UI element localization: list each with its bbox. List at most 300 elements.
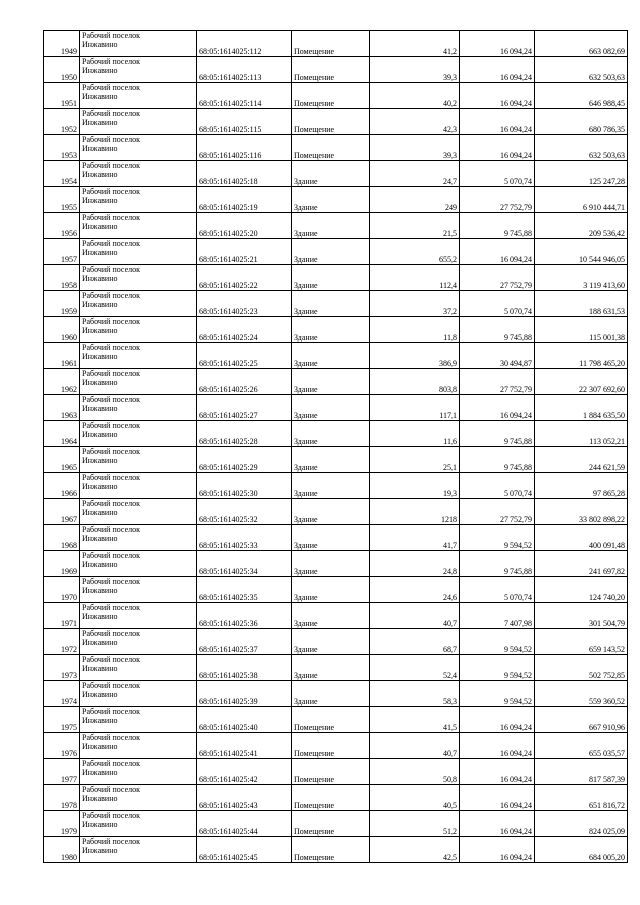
locality-type: Рабочий поселок bbox=[82, 473, 141, 482]
locality-type: Рабочий поселок bbox=[82, 343, 141, 352]
specific-value: 16 094,24 bbox=[460, 135, 535, 161]
area-value: 11,6 bbox=[370, 421, 460, 447]
table-row bbox=[44, 135, 628, 161]
locality-cell bbox=[80, 369, 197, 395]
specific-value: 5 070,74 bbox=[460, 577, 535, 603]
locality-cell bbox=[80, 31, 197, 57]
locality-cell bbox=[80, 135, 197, 161]
area-value: 40,7 bbox=[370, 733, 460, 759]
specific-value: 5 070,74 bbox=[460, 161, 535, 187]
cadastral-number: 68:05:1614025:39 bbox=[197, 681, 292, 707]
row-number: 1964 bbox=[44, 421, 80, 447]
table-row bbox=[44, 265, 628, 291]
area-value: 24,6 bbox=[370, 577, 460, 603]
cadastral-value: 6 910 444,71 bbox=[535, 187, 628, 213]
locality-name: Инжавино bbox=[82, 560, 118, 569]
area-value: 803,8 bbox=[370, 369, 460, 395]
specific-value: 5 070,74 bbox=[460, 291, 535, 317]
object-type: Здание bbox=[292, 473, 370, 499]
cadastral-number: 68:05:1614025:112 bbox=[197, 31, 292, 57]
cadastral-number: 68:05:1614025:36 bbox=[197, 603, 292, 629]
row-number: 1951 bbox=[44, 83, 80, 109]
row-number: 1977 bbox=[44, 759, 80, 785]
locality-cell bbox=[80, 629, 197, 655]
object-type: Здание bbox=[292, 343, 370, 369]
object-type: Помещение bbox=[292, 135, 370, 161]
locality-name: Инжавино bbox=[82, 534, 118, 543]
specific-value: 16 094,24 bbox=[460, 837, 535, 863]
locality-cell bbox=[80, 421, 197, 447]
locality-type: Рабочий поселок bbox=[82, 109, 141, 118]
row-number: 1969 bbox=[44, 551, 80, 577]
area-value: 41,7 bbox=[370, 525, 460, 551]
locality-name: Инжавино bbox=[82, 144, 118, 153]
specific-value: 30 494,87 bbox=[460, 343, 535, 369]
locality-type: Рабочий поселок bbox=[82, 317, 141, 326]
specific-value: 16 094,24 bbox=[460, 239, 535, 265]
object-type: Здание bbox=[292, 239, 370, 265]
table-body bbox=[44, 31, 628, 863]
cadastral-value: 824 025,09 bbox=[535, 811, 628, 837]
cadastral-value: 22 307 692,60 bbox=[535, 369, 628, 395]
area-value: 41,2 bbox=[370, 31, 460, 57]
locality-name: Инжавино bbox=[82, 170, 118, 179]
area-value: 117,1 bbox=[370, 395, 460, 421]
locality-type: Рабочий поселок bbox=[82, 421, 141, 430]
row-number: 1971 bbox=[44, 603, 80, 629]
table-row bbox=[44, 707, 628, 733]
cadastral-value: 97 865,28 bbox=[535, 473, 628, 499]
object-type: Здание bbox=[292, 291, 370, 317]
table-row bbox=[44, 291, 628, 317]
object-type: Здание bbox=[292, 577, 370, 603]
object-type: Помещение bbox=[292, 707, 370, 733]
table-row bbox=[44, 187, 628, 213]
object-type: Здание bbox=[292, 499, 370, 525]
cadastral-number: 68:05:1614025:32 bbox=[197, 499, 292, 525]
row-number: 1950 bbox=[44, 57, 80, 83]
cadastral-value: 817 587,39 bbox=[535, 759, 628, 785]
cadastral-number: 68:05:1614025:33 bbox=[197, 525, 292, 551]
cadastral-value: 10 544 946,05 bbox=[535, 239, 628, 265]
table-row bbox=[44, 343, 628, 369]
cadastral-number: 68:05:1614025:113 bbox=[197, 57, 292, 83]
cadastral-number: 68:05:1614025:114 bbox=[197, 83, 292, 109]
locality-name: Инжавино bbox=[82, 352, 118, 361]
object-type: Помещение bbox=[292, 109, 370, 135]
specific-value: 16 094,24 bbox=[460, 733, 535, 759]
locality-type: Рабочий поселок bbox=[82, 447, 141, 456]
object-type: Помещение bbox=[292, 733, 370, 759]
row-number: 1952 bbox=[44, 109, 80, 135]
locality-cell bbox=[80, 681, 197, 707]
area-value: 50,8 bbox=[370, 759, 460, 785]
object-type: Помещение bbox=[292, 31, 370, 57]
object-type: Здание bbox=[292, 447, 370, 473]
locality-type: Рабочий поселок bbox=[82, 733, 141, 742]
cadastral-value: 11 798 465,20 bbox=[535, 343, 628, 369]
locality-name: Инжавино bbox=[82, 846, 118, 855]
area-value: 51,2 bbox=[370, 811, 460, 837]
cadastral-number: 68:05:1614025:43 bbox=[197, 785, 292, 811]
specific-value: 16 094,24 bbox=[460, 109, 535, 135]
table-row bbox=[44, 369, 628, 395]
table-row bbox=[44, 239, 628, 265]
locality-type: Рабочий поселок bbox=[82, 369, 141, 378]
locality-name: Инжавино bbox=[82, 274, 118, 283]
specific-value: 16 094,24 bbox=[460, 785, 535, 811]
row-number: 1968 bbox=[44, 525, 80, 551]
locality-cell bbox=[80, 811, 197, 837]
area-value: 19,3 bbox=[370, 473, 460, 499]
locality-cell bbox=[80, 239, 197, 265]
locality-type: Рабочий поселок bbox=[82, 525, 141, 534]
table-row bbox=[44, 525, 628, 551]
locality-cell bbox=[80, 317, 197, 343]
locality-name: Инжавино bbox=[82, 586, 118, 595]
row-number: 1970 bbox=[44, 577, 80, 603]
cadastral-number: 68:05:1614025:38 bbox=[197, 655, 292, 681]
locality-cell bbox=[80, 213, 197, 239]
row-number: 1975 bbox=[44, 707, 80, 733]
cadastral-value: 663 082,69 bbox=[535, 31, 628, 57]
table-row bbox=[44, 577, 628, 603]
cadastral-value: 113 052,21 bbox=[535, 421, 628, 447]
cadastral-value: 115 001,38 bbox=[535, 317, 628, 343]
row-number: 1959 bbox=[44, 291, 80, 317]
cadastral-value: 667 910,96 bbox=[535, 707, 628, 733]
object-type: Здание bbox=[292, 525, 370, 551]
locality-type: Рабочий поселок bbox=[82, 239, 141, 248]
specific-value: 9 745,88 bbox=[460, 421, 535, 447]
locality-type: Рабочий поселок bbox=[82, 655, 141, 664]
locality-cell bbox=[80, 57, 197, 83]
area-value: 21,5 bbox=[370, 213, 460, 239]
locality-type: Рабочий поселок bbox=[82, 551, 141, 560]
specific-value: 9 594,52 bbox=[460, 681, 535, 707]
locality-name: Инжавино bbox=[82, 638, 118, 647]
table-row bbox=[44, 551, 628, 577]
area-value: 24,7 bbox=[370, 161, 460, 187]
locality-name: Инжавино bbox=[82, 248, 118, 257]
locality-cell bbox=[80, 655, 197, 681]
row-number: 1963 bbox=[44, 395, 80, 421]
cadastral-number: 68:05:1614025:28 bbox=[197, 421, 292, 447]
specific-value: 7 407,98 bbox=[460, 603, 535, 629]
specific-value: 5 070,74 bbox=[460, 473, 535, 499]
row-number: 1973 bbox=[44, 655, 80, 681]
cadastral-number: 68:05:1614025:20 bbox=[197, 213, 292, 239]
specific-value: 16 094,24 bbox=[460, 707, 535, 733]
locality-cell bbox=[80, 187, 197, 213]
area-value: 58,3 bbox=[370, 681, 460, 707]
locality-name: Инжавино bbox=[82, 430, 118, 439]
locality-type: Рабочий поселок bbox=[82, 681, 141, 690]
area-value: 40,2 bbox=[370, 83, 460, 109]
cadastral-number: 68:05:1614025:24 bbox=[197, 317, 292, 343]
locality-cell bbox=[80, 473, 197, 499]
locality-cell bbox=[80, 603, 197, 629]
row-number: 1955 bbox=[44, 187, 80, 213]
locality-cell bbox=[80, 83, 197, 109]
area-value: 40,7 bbox=[370, 603, 460, 629]
cadastral-value: 559 360,52 bbox=[535, 681, 628, 707]
locality-name: Инжавино bbox=[82, 196, 118, 205]
locality-name: Инжавино bbox=[82, 404, 118, 413]
locality-name: Инжавино bbox=[82, 456, 118, 465]
cadastral-value: 684 005,20 bbox=[535, 837, 628, 863]
table-row bbox=[44, 499, 628, 525]
cadastral-value: 400 091,48 bbox=[535, 525, 628, 551]
table-row bbox=[44, 447, 628, 473]
specific-value: 27 752,79 bbox=[460, 187, 535, 213]
locality-name: Инжавино bbox=[82, 794, 118, 803]
locality-name: Инжавино bbox=[82, 40, 118, 49]
locality-cell bbox=[80, 837, 197, 863]
locality-name: Инжавино bbox=[82, 326, 118, 335]
locality-type: Рабочий поселок bbox=[82, 213, 141, 222]
cadastral-number: 68:05:1614025:42 bbox=[197, 759, 292, 785]
locality-cell bbox=[80, 109, 197, 135]
locality-cell bbox=[80, 733, 197, 759]
locality-type: Рабочий поселок bbox=[82, 811, 141, 820]
locality-name: Инжавино bbox=[82, 664, 118, 673]
locality-cell bbox=[80, 161, 197, 187]
locality-cell bbox=[80, 499, 197, 525]
locality-type: Рабочий поселок bbox=[82, 499, 141, 508]
table-row bbox=[44, 629, 628, 655]
locality-name: Инжавино bbox=[82, 222, 118, 231]
locality-name: Инжавино bbox=[82, 300, 118, 309]
cadastral-value: 632 503,63 bbox=[535, 135, 628, 161]
cadastral-number: 68:05:1614025:22 bbox=[197, 265, 292, 291]
table-row bbox=[44, 421, 628, 447]
specific-value: 27 752,79 bbox=[460, 499, 535, 525]
cadastral-value: 3 119 413,60 bbox=[535, 265, 628, 291]
cadastral-value: 502 752,85 bbox=[535, 655, 628, 681]
specific-value: 27 752,79 bbox=[460, 265, 535, 291]
specific-value: 9 594,52 bbox=[460, 525, 535, 551]
table-row bbox=[44, 213, 628, 239]
object-type: Здание bbox=[292, 161, 370, 187]
cadastral-number: 68:05:1614025:44 bbox=[197, 811, 292, 837]
cadastral-value: 125 247,28 bbox=[535, 161, 628, 187]
area-value: 112,4 bbox=[370, 265, 460, 291]
row-number: 1978 bbox=[44, 785, 80, 811]
locality-name: Инжавино bbox=[82, 742, 118, 751]
area-value: 11,8 bbox=[370, 317, 460, 343]
row-number: 1967 bbox=[44, 499, 80, 525]
specific-value: 9 745,88 bbox=[460, 213, 535, 239]
locality-type: Рабочий поселок bbox=[82, 83, 141, 92]
table-row bbox=[44, 31, 628, 57]
cadastral-value: 680 786,35 bbox=[535, 109, 628, 135]
specific-value: 16 094,24 bbox=[460, 83, 535, 109]
locality-type: Рабочий поселок bbox=[82, 837, 141, 846]
cadastral-value: 124 740,20 bbox=[535, 577, 628, 603]
object-type: Помещение bbox=[292, 785, 370, 811]
specific-value: 9 745,88 bbox=[460, 317, 535, 343]
table-row bbox=[44, 681, 628, 707]
cadastral-number: 68:05:1614025:40 bbox=[197, 707, 292, 733]
object-type: Помещение bbox=[292, 759, 370, 785]
table-row bbox=[44, 837, 628, 863]
cadastral-value: 659 143,52 bbox=[535, 629, 628, 655]
locality-type: Рабочий поселок bbox=[82, 161, 141, 170]
table-row bbox=[44, 57, 628, 83]
table-row bbox=[44, 161, 628, 187]
cadastral-value: 1 884 635,50 bbox=[535, 395, 628, 421]
locality-name: Инжавино bbox=[82, 92, 118, 101]
locality-type: Рабочий поселок bbox=[82, 135, 141, 144]
locality-name: Инжавино bbox=[82, 378, 118, 387]
row-number: 1972 bbox=[44, 629, 80, 655]
locality-name: Инжавино bbox=[82, 508, 118, 517]
cadastral-value: 33 802 898,22 bbox=[535, 499, 628, 525]
object-type: Помещение bbox=[292, 837, 370, 863]
object-type: Здание bbox=[292, 655, 370, 681]
table-row bbox=[44, 655, 628, 681]
specific-value: 9 594,52 bbox=[460, 655, 535, 681]
cadastral-value: 651 816,72 bbox=[535, 785, 628, 811]
cadastral-number: 68:05:1614025:45 bbox=[197, 837, 292, 863]
object-type: Здание bbox=[292, 681, 370, 707]
cadastral-number: 68:05:1614025:18 bbox=[197, 161, 292, 187]
area-value: 24,8 bbox=[370, 551, 460, 577]
locality-type: Рабочий поселок bbox=[82, 707, 141, 716]
table-row bbox=[44, 811, 628, 837]
area-value: 40,5 bbox=[370, 785, 460, 811]
cadastral-number: 68:05:1614025:19 bbox=[197, 187, 292, 213]
locality-cell bbox=[80, 525, 197, 551]
cadastral-number: 68:05:1614025:21 bbox=[197, 239, 292, 265]
specific-value: 9 745,88 bbox=[460, 551, 535, 577]
object-type: Помещение bbox=[292, 811, 370, 837]
locality-type: Рабочий поселок bbox=[82, 265, 141, 274]
object-type: Здание bbox=[292, 395, 370, 421]
locality-cell bbox=[80, 551, 197, 577]
locality-name: Инжавино bbox=[82, 118, 118, 127]
area-value: 249 bbox=[370, 187, 460, 213]
table-row bbox=[44, 83, 628, 109]
locality-cell bbox=[80, 447, 197, 473]
cadastral-value: 244 621,59 bbox=[535, 447, 628, 473]
locality-cell bbox=[80, 291, 197, 317]
row-number: 1957 bbox=[44, 239, 80, 265]
locality-type: Рабочий поселок bbox=[82, 57, 141, 66]
locality-cell bbox=[80, 759, 197, 785]
specific-value: 16 094,24 bbox=[460, 811, 535, 837]
area-value: 39,3 bbox=[370, 57, 460, 83]
cadastral-value: 241 697,82 bbox=[535, 551, 628, 577]
specific-value: 16 094,24 bbox=[460, 395, 535, 421]
table-row bbox=[44, 759, 628, 785]
cadastral-number: 68:05:1614025:116 bbox=[197, 135, 292, 161]
cadastral-value: 646 988,45 bbox=[535, 83, 628, 109]
row-number: 1953 bbox=[44, 135, 80, 161]
cadastral-value: 209 536,42 bbox=[535, 213, 628, 239]
area-value: 1218 bbox=[370, 499, 460, 525]
area-value: 37,2 bbox=[370, 291, 460, 317]
locality-type: Рабочий поселок bbox=[82, 629, 141, 638]
locality-type: Рабочий поселок bbox=[82, 291, 141, 300]
locality-name: Инжавино bbox=[82, 820, 118, 829]
table-row bbox=[44, 473, 628, 499]
table-row bbox=[44, 603, 628, 629]
specific-value: 9 594,52 bbox=[460, 629, 535, 655]
object-type: Помещение bbox=[292, 83, 370, 109]
locality-name: Инжавино bbox=[82, 716, 118, 725]
object-type: Здание bbox=[292, 551, 370, 577]
cadastral-number: 68:05:1614025:115 bbox=[197, 109, 292, 135]
row-number: 1974 bbox=[44, 681, 80, 707]
row-number: 1960 bbox=[44, 317, 80, 343]
locality-cell bbox=[80, 343, 197, 369]
locality-cell bbox=[80, 577, 197, 603]
cadastral-value: 301 504,79 bbox=[535, 603, 628, 629]
area-value: 42,3 bbox=[370, 109, 460, 135]
row-number: 1956 bbox=[44, 213, 80, 239]
locality-cell bbox=[80, 707, 197, 733]
row-number: 1962 bbox=[44, 369, 80, 395]
row-number: 1980 bbox=[44, 837, 80, 863]
cadastral-number: 68:05:1614025:34 bbox=[197, 551, 292, 577]
locality-name: Инжавино bbox=[82, 482, 118, 491]
locality-type: Рабочий поселок bbox=[82, 759, 141, 768]
specific-value: 16 094,24 bbox=[460, 31, 535, 57]
row-number: 1979 bbox=[44, 811, 80, 837]
cadastral-number: 68:05:1614025:35 bbox=[197, 577, 292, 603]
locality-name: Инжавино bbox=[82, 612, 118, 621]
cadastral-number: 68:05:1614025:37 bbox=[197, 629, 292, 655]
object-type: Здание bbox=[292, 369, 370, 395]
cadastral-value-table bbox=[43, 30, 628, 863]
area-value: 386,9 bbox=[370, 343, 460, 369]
cadastral-number: 68:05:1614025:26 bbox=[197, 369, 292, 395]
cadastral-number: 68:05:1614025:30 bbox=[197, 473, 292, 499]
locality-cell bbox=[80, 785, 197, 811]
area-value: 39,3 bbox=[370, 135, 460, 161]
object-type: Здание bbox=[292, 187, 370, 213]
table-row bbox=[44, 785, 628, 811]
locality-name: Инжавино bbox=[82, 768, 118, 777]
object-type: Здание bbox=[292, 603, 370, 629]
locality-type: Рабочий поселок bbox=[82, 577, 141, 586]
cadastral-value: 655 035,57 bbox=[535, 733, 628, 759]
object-type: Здание bbox=[292, 629, 370, 655]
area-value: 68,7 bbox=[370, 629, 460, 655]
table-row bbox=[44, 109, 628, 135]
table-row bbox=[44, 395, 628, 421]
locality-cell bbox=[80, 265, 197, 291]
locality-type: Рабочий поселок bbox=[82, 785, 141, 794]
row-number: 1954 bbox=[44, 161, 80, 187]
locality-name: Инжавино bbox=[82, 66, 118, 75]
locality-type: Рабочий поселок bbox=[82, 395, 141, 404]
specific-value: 16 094,24 bbox=[460, 57, 535, 83]
cadastral-number: 68:05:1614025:25 bbox=[197, 343, 292, 369]
cadastral-number: 68:05:1614025:29 bbox=[197, 447, 292, 473]
locality-cell bbox=[80, 395, 197, 421]
locality-type: Рабочий поселок bbox=[82, 603, 141, 612]
specific-value: 9 745,88 bbox=[460, 447, 535, 473]
area-value: 655,2 bbox=[370, 239, 460, 265]
table-row bbox=[44, 317, 628, 343]
area-value: 52,4 bbox=[370, 655, 460, 681]
area-value: 41,5 bbox=[370, 707, 460, 733]
object-type: Здание bbox=[292, 317, 370, 343]
area-value: 25,1 bbox=[370, 447, 460, 473]
